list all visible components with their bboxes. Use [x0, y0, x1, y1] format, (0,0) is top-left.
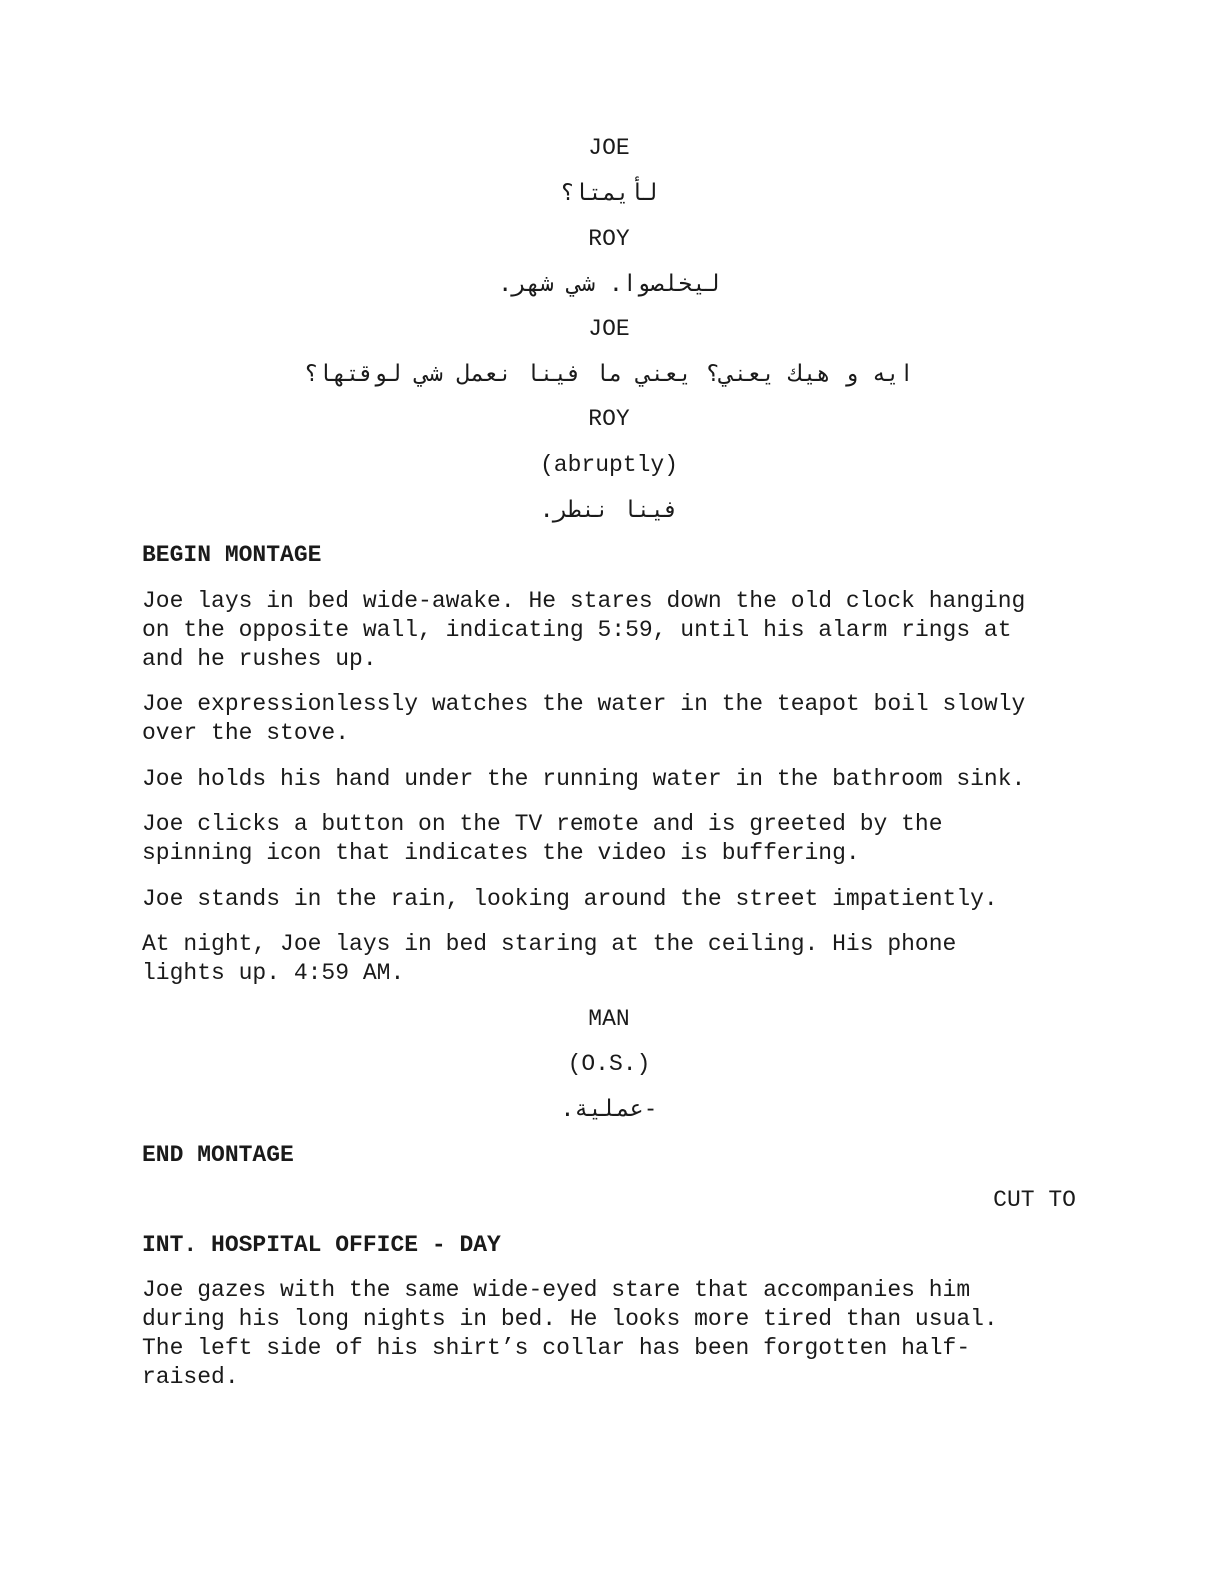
action-line: Joe lays in bed wide-awake. He stares down the old clock hanging [142, 588, 1026, 614]
action-line: and he rushes up. [142, 646, 377, 672]
action-line: over the stove. [142, 720, 350, 746]
parenthetical: (abruptly) [539, 452, 679, 478]
action-line: raised. [142, 1364, 239, 1390]
action-paragraph [142, 810, 1082, 868]
action-line: Joe holds his hand under the running water in the bathroom sink. [142, 766, 1026, 792]
transition-cut-to: CUT TO [993, 1187, 1076, 1213]
montage-end-heading: END MONTAGE [142, 1142, 294, 1168]
character-name-man: MAN [588, 1006, 630, 1032]
character-name-roy: ROY [588, 406, 630, 432]
action-line: Joe gazes with the same wide-eyed stare that accompanies him [142, 1277, 971, 1303]
action-line: Joe clicks a button on the TV remote and is greeted by the [142, 811, 943, 837]
action-paragraph [142, 930, 1082, 988]
montage-begin-heading: BEGIN MONTAGE [142, 542, 322, 568]
action-paragraph [142, 587, 1082, 674]
dialogue-line: لأيمتا؟ [560, 180, 658, 206]
dialogue-line: ليخلصوا. شي شهر. [498, 271, 720, 297]
dialogue-line: فينا ننطر. [539, 497, 679, 523]
action-line: Joe expressionlessly watches the water in the teapot boil slowly [142, 691, 1026, 717]
action-line: The left side of his shirt’s collar has been forgotten half- [142, 1335, 971, 1361]
action-paragraph [142, 885, 1082, 914]
character-name-joe: JOE [588, 135, 630, 161]
action-line: At night, Joe lays in bed staring at the ceiling. His phone [142, 931, 957, 957]
dialogue-line: -عملية. [560, 1096, 658, 1122]
dialogue-line: ايه و هيك يعني؟ يعني ما فينا نعمل شي لوقتها؟ [304, 361, 914, 387]
action-line: during his long nights in bed. He looks more tired than usual. [142, 1306, 998, 1332]
action-line: spinning icon that indicates the video is buffering. [142, 840, 860, 866]
action-line: Joe stands in the rain, looking around the street impatiently. [142, 886, 998, 912]
action-paragraph [142, 765, 1082, 794]
character-name-roy: ROY [588, 226, 630, 252]
action-paragraph [142, 690, 1082, 748]
scene-heading: INT. HOSPITAL OFFICE - DAY [142, 1232, 501, 1258]
action-line: lights up. 4:59 AM. [142, 960, 405, 986]
character-name-joe: JOE [588, 316, 630, 342]
action-line: on the opposite wall, indicating 5:59, until his alarm rings at [142, 617, 1012, 643]
action-paragraph [142, 1276, 1082, 1392]
parenthetical: (O.S.) [567, 1051, 651, 1077]
